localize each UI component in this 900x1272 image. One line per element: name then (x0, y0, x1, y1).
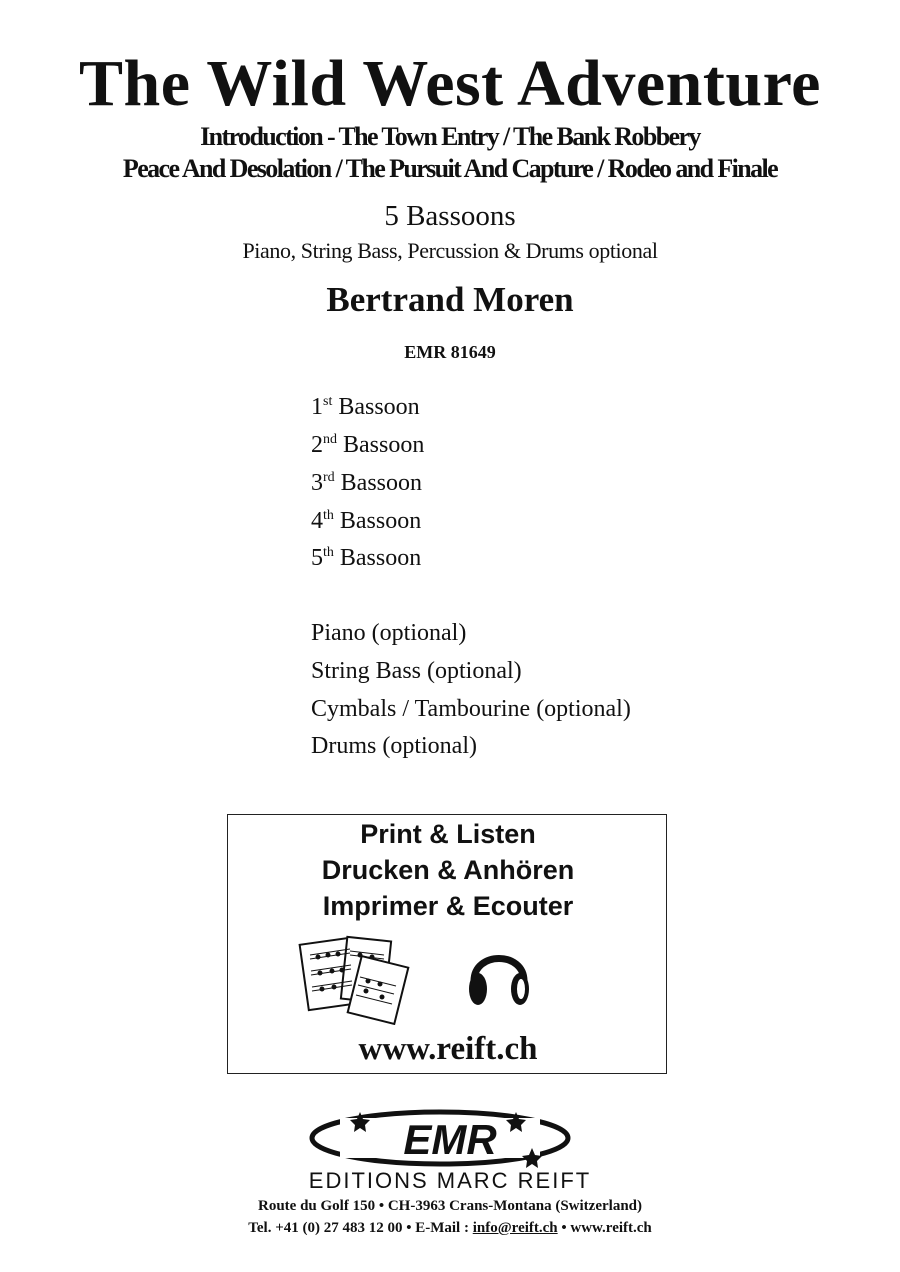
publisher-contact (0, 1220, 900, 1237)
part-item: 5th Bassoon (311, 545, 422, 571)
ensemble: 5 Bassoons (384, 200, 516, 232)
optional-part-item: Cymbals / Tambourine (optional) (311, 696, 631, 722)
emr-logo (300, 1106, 600, 1172)
web-text: • www.reift.ch (557, 1220, 652, 1236)
optional-part-item: Piano (optional) (311, 620, 467, 646)
optional-instruments: Piano, String Bass, Percussion & Drums optional (242, 238, 658, 263)
subtitle-line-2: Peace And Desolation / The Pursuit And Capture / Rodeo and Finale (122, 154, 778, 183)
sheet-music-icon (298, 933, 414, 1025)
promo-line: Imprimer & Ecouter (322, 891, 574, 921)
catalog-number: EMR 81649 (404, 342, 496, 362)
phone-text: Tel. +41 (0) 27 483 12 00 • E-Mail : (248, 1220, 473, 1236)
part-item: 4th Bassoon (311, 508, 422, 534)
composer: Bertrand Moren (326, 280, 574, 319)
subtitle-line-1: Introduction - The Town Entry / The Bank Robbery (200, 122, 700, 151)
optional-part-item: String Bass (optional) (311, 658, 522, 684)
print-listen-box (227, 814, 667, 1074)
svg-text:EMR: EMR (403, 1116, 497, 1163)
part-item: 1st Bassoon (311, 394, 420, 420)
part-item: 3rd Bassoon (311, 470, 423, 496)
website-url: www.reift.ch (358, 1031, 538, 1067)
headphones-icon (464, 937, 534, 1015)
publisher-address: Route du Golf 150 • CH-3963 Crans-Montana (Switzerland) (258, 1198, 642, 1214)
promo-line: Drucken & Anhören (321, 855, 575, 885)
part-item: 2nd Bassoon (311, 432, 425, 458)
page-title: The Wild West Adventure (79, 47, 821, 120)
optional-part-item: Drums (optional) (311, 733, 477, 759)
email-link[interactable]: info@reift.ch (472, 1220, 558, 1236)
promo-line: Print & Listen (360, 819, 536, 849)
publisher-name: EDITIONS MARC REIFT (308, 1168, 592, 1193)
